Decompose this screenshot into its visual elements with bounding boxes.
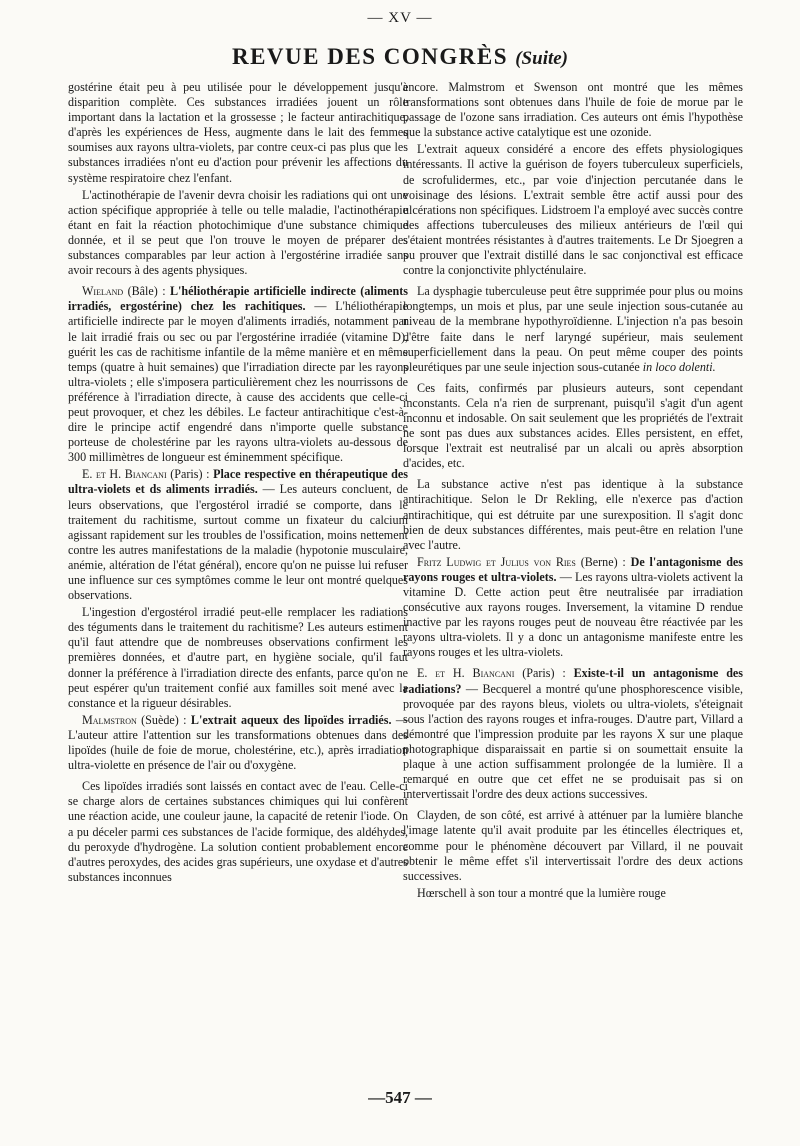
paragraph: L'extrait aqueux considéré a encore des effets physiologiques intéressants. Il active la guérison de foyers tuberculeux superficiels, de scrofulidermes, etc., par voie d'injection percutanée dans le voisinage des lésions. L'extrait semble être actif aussi pour des ulcérations non spécifiques. Lidstroem l'a employé avec succès contre des affections tuberculeuses des milieux antérieurs de l'œil qui s'étaient montrées résistantes à d'autres traitements. Le Dr Sjoegren a pu prouver que l'extrait distillé dans le sac conjonctival est efficace contre la conjonctivite phlycténulaire.: [403, 142, 743, 278]
title-suffix: (Suite): [515, 48, 569, 69]
paragraph: gostérine était peu à peu utilisée pour le développement jusqu'à disparition complète. Ces substances irradiées jouent un rôle important dans la lactation et la grossesse ; le facteur antirachitique, d'après les expériences de Hess, augmente dans le lait des femmes soumises aux rayons ultra-violets, par contre ceux-ci pas plus que les substances irradiées n'ont eu d'action pour prévenir les affections du système respiratoire chez l'enfant.: [68, 80, 408, 185]
entry-title: Existe-t-il un antagonisme des radiations?: [403, 666, 743, 696]
entry-title: Place respective en thérapeutique des ultra-violets et ds aliments irradiés.: [68, 467, 408, 497]
congress-entry: [68, 284, 408, 465]
entry-title: De l'antagonisme des rayons rouges et ultra-violets.: [403, 554, 743, 584]
author-place: (Berne) :: [575, 554, 631, 569]
author-place: (Paris) :: [166, 467, 214, 482]
page-number: —547 —: [368, 1088, 432, 1107]
author-name: Wieland: [82, 284, 124, 299]
roman-page-number: — XV —: [367, 10, 433, 26]
paragraph: [403, 284, 743, 375]
congress-entry: [68, 713, 408, 773]
paragraph: Ces lipoïdes irradiés sont laissés en contact avec de l'eau. Celle-ci se charge alors de certaines substances chimiques qui lui confèrent une réaction acide, une couleur jaune, la capacité de retenir l'iode. On a pu déceler parmi ces substances de l'acide formique, des aldéhydes, du peroxyde d'hydrogène. La solution contient probablement encore d'autres peroxydes, des acides gras supérieurs, une oxydase et d'autres substances inconnues: [68, 779, 408, 884]
paragraph: L'actinothérapie de l'avenir devra choisir les radiations qui ont une action spécifique appropriée à telle ou telle maladie, l'actinothérapie étant en fait la réaction photochimique d'une substance chimique donnée, et il se peut que l'on trouve le moyen de préparer des substances comparables par leur action à l'ergostérine irradiée sans avoir recours à des agents physiques.: [68, 187, 408, 278]
congress-entry: [68, 467, 408, 603]
author-name: Malmstron: [82, 712, 137, 727]
entry-text: — Becquerel a montré qu'une phosphorescence visible, provoquée par des rayons bleus, violets ou ultra-violets, s'éteignait sous l'action des rayons rouges et infra-rouges. D'autre part, Villard a démontré que l'impression produite par les rayons X sur une plaque photographique disparaissait en partie si on soumettait ensuite la plaque à une action suffisamment prolongée de la lumière. Il a remarqué en outre que cet effet ne se produisait pas si on intervertissait l'ordre des deux actions successives.: [403, 681, 743, 802]
latin-phrase: in loco dolenti.: [642, 359, 716, 374]
entry-title: L'héliothérapie artificielle indirecte (aliments irradiés, ergostérine) chez les rachitiques.: [68, 284, 408, 314]
entry-text: — Les rayons ultra-violets activent la vitamine D. Cette action peut être neutralisée par irradiation consécutive aux rayons rouges. Inversement, la vitamine D rendue inactive par les rayons rouges peut de nouveau être réactivée par les rayons ultra-violets. Il y a donc un antagonisme manifeste entre les rayons rouges et les ultra-violets.: [403, 569, 743, 660]
paragraph: encore. Malmstrom et Swenson ont montré que les mêmes transformations sont obtenues dans l'huile de foie de morue par le passage de l'ozone sans irradiation. Ces auteurs ont émis l'hypothèse que la substance active catalytique est une ozonide.: [403, 80, 743, 140]
paragraph: Clayden, de son côté, est arrivé à atténuer par la lumière blanche l'image latente qu'il avait produite par les étincelles électriques et, comme pour le phénomène découvert par Villard, il ne pouvait obtenir le même effet s'il intervertissait l'ordre des deux actions successives.: [403, 808, 743, 883]
title-text: REVUE DES CONGRÈS: [231, 44, 508, 69]
author-place: (Suède) :: [136, 712, 191, 727]
author-name: E. et H. Biancani: [417, 666, 515, 681]
entry-text: — Les auteurs concluent, de leurs observations, que l'ergostérol irradié se comporte, dans le traitement du rachitisme, surtout comme un fixateur du calcium agissant rapidement sur les troubles de l'ossification, moins nettement contre les autres manifestations de la maladie (hypotonie musculaire, anémie, altération de l'état général), encore qu'on ne puisse lui refuser une influence sur ces symptômes comme le leur ont montré quelques observations.: [68, 482, 408, 603]
paragraph-text: La dysphagie tuberculeuse peut être supprimée pour plus ou moins longtemps, un mois et plus, par une seule injection sous-cutanée au niveau de la membrane hypothyroïdienne. L'injection n'a pas besoin d'être faite dans le nerf laryngé supérieur, mais seulement superficiellement dans la peau. On peut même couper des points pleurétiques par une seule injection sous-cutanée: [403, 284, 743, 374]
author-place: (Bâle) :: [123, 284, 170, 299]
left-column: [68, 80, 408, 885]
paragraph: Ces faits, confirmés par plusieurs auteurs, sont cependant inconstants. Cela n'a rien de surprenant, puisqu'il s'agit d'un agent inconnu et indosable. On sait seulement que les propriétés de l'extrait ne sont pas dues aux substances acides. Elles persistent, en effet, lorsque l'extrait est neutralisé par un alcali ou après absorption d'acides, etc.: [403, 380, 743, 471]
author-place: (Paris) :: [514, 666, 574, 681]
paragraph: La substance active n'est pas identique à la substance antirachitique. Selon le Dr Rekling, elle n'exerce pas d'action antirachitique, qui est détruite par une surexposition. Il s'agit donc bien de deux substances différentes, mais peut-être en relation l'une avec l'autre.: [403, 477, 743, 552]
right-column: [403, 80, 743, 901]
entry-text: — L'héliothérapie artificielle indirecte par le moyen d'aliments irradiés, notamment par le lait irradié frais ou sec ou par l'ergostérine irradiée (vitamine D), guérit les cas de rachitisme infantile de la même manière et en même temps (quatre à huit semaines) que l'irradiation directe par les rayons ultra-violets ; elle s'imposera particulièrement chez les nourrissons de préférence à l'irradiation directe, à cause des accidents que celle-ci peut provoquer, et chez les débiles. Le facteur antirachitique c'est-à-dire le principe actif engendré dans n'importe quelle substance porteuse de cholestérine par les rayons ultra-violets au-dessous de 300 millimètres de longueur est éminemment spécifique.: [68, 299, 408, 465]
author-name: Fritz Ludwig et Julius von Ries: [417, 554, 576, 569]
congress-entry: [403, 555, 743, 661]
author-name: E. et H. Biancani: [82, 467, 167, 482]
paragraph: L'ingestion d'ergostérol irradié peut-elle remplacer les radiations des téguments dans le traitement du rachitisme? Les auteurs estiment qu'il faut attendre que de nombreuses observations confirment les premières données, et d'autre part, en hygiène sociale, qu'il faut donner la préférence à l'irradiation directe des enfants, parce qu'on ne peut espérer qu'un traitement confié aux familles soit mené avec la constance et la rigueur désirables.: [68, 605, 408, 710]
entry-text: — L'auteur attire l'attention sur les transformations obtenues dans des lipoïdes (huile de foie de morue, cholestérine, etc.), après irradiation ultra-violette en présence de l'air ou d'oxygène.: [68, 712, 408, 773]
page-title: [0, 44, 800, 70]
entry-title: L'extrait aqueux des lipoïdes irradiés.: [190, 712, 392, 727]
paragraph: Hœrschell à son tour a montré que la lumière rouge: [417, 885, 666, 900]
congress-entry: [403, 666, 743, 802]
